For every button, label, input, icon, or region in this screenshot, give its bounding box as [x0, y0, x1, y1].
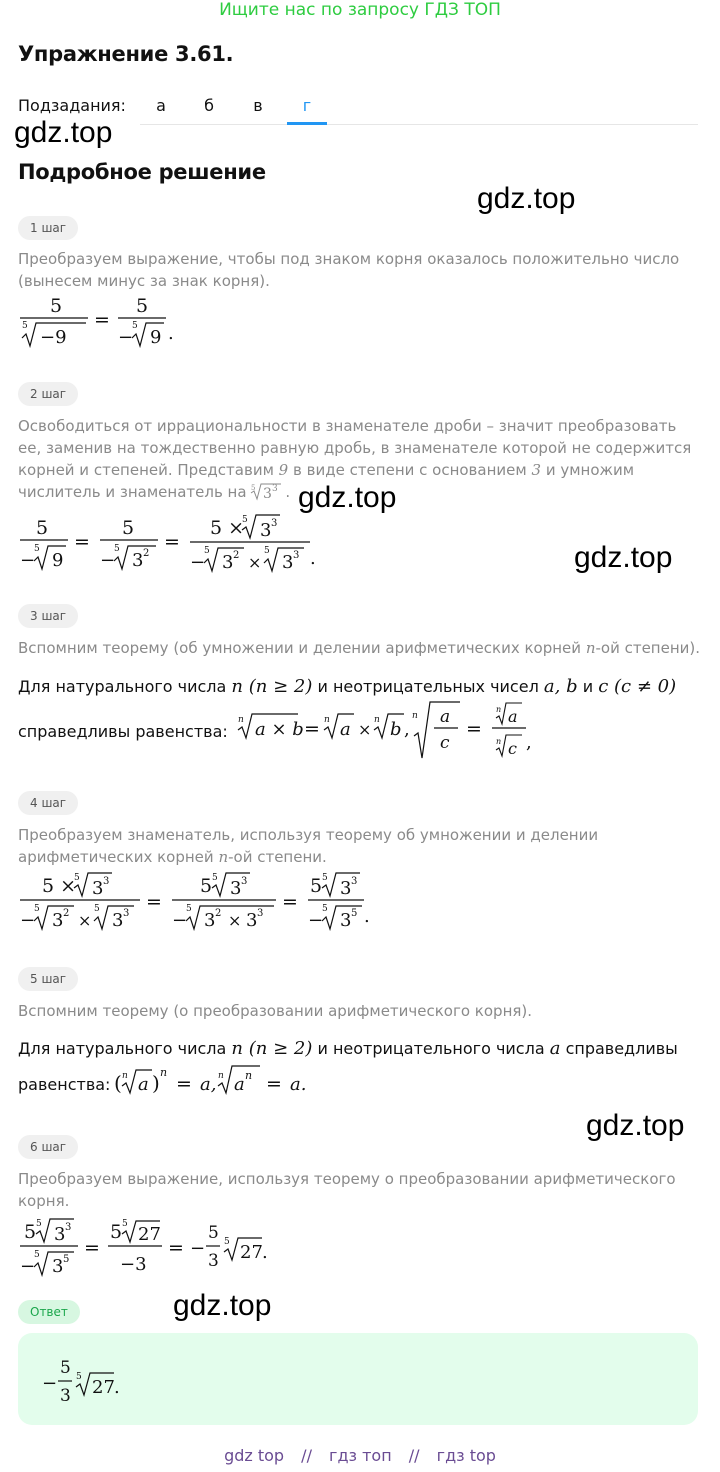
step-badge: 4 шаг — [18, 791, 78, 815]
svg-text:2: 2 — [233, 550, 240, 561]
svg-text:5 ×: 5 × — [42, 875, 77, 897]
tab-active-indicator — [287, 122, 327, 125]
svg-text:3: 3 — [54, 1224, 66, 1245]
watermark: gdz.top — [586, 1109, 685, 1142]
formula-step2 — [18, 512, 318, 578]
svg-text:): ) — [152, 1071, 160, 1095]
svg-text:3: 3 — [222, 552, 234, 573]
svg-text:5: 5 — [114, 544, 120, 554]
watermark: gdz.top — [14, 116, 113, 149]
svg-text:×: × — [228, 911, 242, 930]
svg-text:5: 5 — [204, 546, 210, 556]
svg-text:5: 5 — [50, 295, 63, 317]
svg-text:5: 5 — [60, 1358, 71, 1378]
svg-text:5: 5 — [76, 1372, 82, 1382]
step-badge: 2 шаг — [18, 382, 78, 406]
svg-text:=: = — [304, 718, 320, 740]
step-badge: 6 шаг — [18, 1135, 78, 1159]
svg-text:5: 5 — [186, 904, 192, 914]
svg-text:27: 27 — [240, 1242, 263, 1263]
svg-text:=: = — [282, 891, 298, 913]
svg-text:.: . — [262, 1242, 268, 1263]
svg-text:3: 3 — [282, 552, 294, 573]
svg-text:5: 5 — [34, 904, 40, 914]
svg-text:3: 3 — [257, 908, 264, 919]
svg-text:.: . — [364, 906, 370, 927]
svg-text:2: 2 — [215, 908, 222, 919]
svg-text:5: 5 — [22, 321, 28, 331]
svg-text:3: 3 — [340, 910, 352, 931]
svg-text:5 ×: 5 × — [210, 517, 245, 539]
svg-text:−: − — [118, 327, 134, 348]
svg-text:3: 3 — [103, 876, 110, 887]
formula-step1 — [18, 294, 178, 352]
svg-text:2: 2 — [63, 908, 70, 919]
svg-text:a × b: a × b — [255, 719, 304, 740]
svg-text:5: 5 — [242, 515, 248, 525]
svg-text:=: = — [266, 1073, 282, 1095]
svg-text:,: , — [404, 719, 410, 740]
svg-text:=: = — [164, 531, 180, 553]
tab-g[interactable]: г — [302, 96, 312, 115]
svg-text:(: ( — [114, 1071, 122, 1095]
svg-text:5: 5 — [94, 904, 100, 914]
svg-text:3: 3 — [340, 878, 352, 899]
svg-text:−: − — [190, 1238, 206, 1259]
step-text: Преобразуем выражение, чтобы под знаком корня оказалось положительно число (вынесем минус за знак корня). — [18, 250, 680, 290]
footer-link[interactable]: gdz top — [224, 1446, 285, 1465]
svg-text:−: − — [308, 910, 324, 931]
answer-badge: Ответ — [18, 1300, 80, 1324]
step-badge: 3 шаг — [18, 604, 78, 628]
theorem-text: справедливы равенства: — [18, 722, 228, 741]
svg-text:5: 5 — [74, 873, 80, 883]
svg-text:3: 3 — [241, 876, 248, 887]
svg-text:5: 5 — [122, 517, 135, 539]
footer-links — [0, 1446, 720, 1465]
svg-text:n: n — [374, 715, 380, 725]
svg-text:c: c — [508, 739, 517, 758]
formula-step3 — [238, 700, 538, 764]
svg-text:3: 3 — [60, 1386, 71, 1406]
formula-step6 — [18, 1216, 288, 1280]
svg-text:3: 3 — [263, 486, 273, 502]
svg-text:=: = — [74, 531, 90, 553]
page-title: Упражнение 3.61. — [18, 42, 234, 66]
theorem-text: равенства: — [18, 1075, 111, 1094]
svg-text:a,: a, — [200, 1074, 217, 1095]
svg-text:=: = — [84, 1237, 100, 1259]
footer-separator: // — [301, 1446, 312, 1465]
svg-text:5: 5 — [34, 544, 40, 554]
formula-step5 — [114, 1062, 314, 1102]
svg-text:,: , — [526, 732, 532, 753]
svg-text:9: 9 — [52, 550, 64, 571]
svg-text:n: n — [238, 715, 244, 725]
svg-text:×: × — [248, 553, 262, 572]
svg-text:5: 5 — [36, 1219, 42, 1229]
svg-text:3: 3 — [52, 910, 64, 931]
svg-text:a: a — [340, 719, 351, 740]
step-badge: 5 шаг — [18, 967, 78, 991]
svg-text:5: 5 — [63, 1254, 70, 1265]
svg-text:5: 5 — [224, 1237, 230, 1247]
svg-text:.: . — [168, 323, 174, 344]
svg-text:=: = — [94, 309, 110, 331]
step-text: Преобразуем выражение, используя теорему о преобразовании арифметического корня. — [18, 1170, 676, 1210]
step-badge: 1 шаг — [18, 216, 78, 240]
svg-text:−: − — [190, 552, 206, 573]
tab-b[interactable]: б — [204, 96, 214, 115]
svg-text:−: − — [100, 550, 116, 571]
tabs-divider — [140, 124, 698, 125]
svg-text:3: 3 — [260, 520, 272, 541]
step-text: Освободиться от иррациональности в знаменателе дроби – значит преобразовать ее, заменив на тождественно равную дробь, в знаменателе которой не содержится корней и степеней. Представим 9 в виде степени с основанием 3 и умножим числитель и знаменатель на 5 3 3 . — [18, 417, 692, 502]
svg-text:a: a — [440, 707, 451, 727]
svg-text:3: 3 — [230, 878, 242, 899]
svg-text:n: n — [218, 1071, 224, 1081]
svg-text:3: 3 — [123, 908, 130, 919]
svg-text:27: 27 — [92, 1377, 115, 1398]
svg-text:.: . — [114, 1377, 120, 1398]
svg-text:−: − — [172, 910, 188, 931]
svg-text:.: . — [310, 548, 316, 569]
svg-text:5: 5 — [110, 1221, 123, 1243]
svg-text:3: 3 — [208, 1251, 219, 1271]
svg-text:5: 5 — [212, 873, 218, 883]
svg-text:5: 5 — [122, 1219, 128, 1229]
svg-text:3: 3 — [92, 878, 104, 899]
step-text: Вспомним теорему (о преобразовании арифметического корня). — [18, 1002, 533, 1020]
svg-text:−: − — [20, 910, 36, 931]
svg-text:a: a — [508, 707, 518, 726]
svg-text:n: n — [496, 737, 502, 746]
svg-text:9: 9 — [150, 327, 162, 348]
footer-link[interactable]: гдз top — [436, 1446, 496, 1465]
svg-text:3: 3 — [65, 1222, 72, 1233]
svg-text:n: n — [122, 1071, 128, 1081]
footer-link[interactable]: гдз топ — [329, 1446, 392, 1465]
theorem-text: Для натурального числа n (n ≥ 2) и неотрицательного числа a справедливы — [18, 1038, 678, 1059]
watermark: gdz.top — [173, 1289, 272, 1322]
svg-text:b: b — [390, 719, 402, 740]
svg-text:5: 5 — [322, 904, 328, 914]
step-text: Преобразуем знаменатель, используя теорему об умножении и делении арифметических корней n-ой степени. — [18, 826, 599, 866]
subtasks-label: Подзадания: — [18, 96, 126, 115]
answer-formula — [42, 1353, 162, 1409]
svg-text:n: n — [245, 1069, 253, 1082]
svg-text:a.: a. — [290, 1074, 307, 1095]
watermark: gdz.top — [477, 182, 576, 215]
svg-text:n: n — [496, 705, 502, 714]
svg-text:2: 2 — [143, 548, 150, 559]
svg-text:3: 3 — [52, 1256, 64, 1277]
inline-root — [251, 481, 285, 501]
section-title: Подробное решение — [18, 160, 266, 184]
step-text: Вспомним теорему (об умножении и делении арифметических корней n-ой степени). — [18, 639, 701, 657]
svg-text:3: 3 — [246, 910, 258, 931]
svg-text:n: n — [324, 715, 330, 725]
svg-text:n: n — [160, 1066, 168, 1079]
svg-text:5: 5 — [132, 321, 138, 331]
answer-box — [18, 1333, 698, 1425]
svg-text:×: × — [358, 720, 372, 739]
promo-banner[interactable]: Ищите нас по запросу ГДЗ ТОП — [219, 0, 501, 20]
theorem-text: Для натурального числа n (n ≥ 2) и неотрицательных чисел a, b и c (c ≠ 0) — [18, 676, 677, 697]
svg-text:=: = — [466, 718, 482, 740]
svg-text:5: 5 — [322, 873, 328, 883]
svg-text:=: = — [146, 891, 162, 913]
svg-text:−3: −3 — [120, 1254, 147, 1275]
svg-text:3: 3 — [293, 550, 300, 561]
svg-text:=: = — [176, 1073, 192, 1095]
svg-text:3: 3 — [271, 518, 278, 529]
svg-text:−: − — [20, 1256, 36, 1277]
svg-text:5: 5 — [24, 1221, 37, 1243]
svg-text:5: 5 — [136, 295, 149, 317]
svg-text:3: 3 — [351, 876, 358, 887]
svg-text:5: 5 — [351, 908, 358, 919]
svg-text:5: 5 — [264, 546, 270, 556]
svg-text:3: 3 — [132, 550, 144, 571]
svg-text:n: n — [412, 711, 418, 721]
watermark: gdz.top — [298, 481, 397, 514]
svg-text:−: − — [42, 1373, 58, 1394]
svg-text:5: 5 — [208, 1223, 219, 1243]
svg-text:3: 3 — [204, 910, 216, 931]
svg-text:5: 5 — [310, 875, 323, 897]
svg-text:3: 3 — [112, 910, 124, 931]
svg-text:5: 5 — [251, 484, 256, 492]
formula-step4 — [18, 870, 378, 936]
svg-text:5: 5 — [200, 875, 213, 897]
svg-text:=: = — [168, 1237, 184, 1259]
tab-a[interactable]: а — [156, 96, 166, 115]
footer-separator: // — [408, 1446, 420, 1465]
svg-text:5: 5 — [36, 517, 49, 539]
svg-text:×: × — [78, 911, 92, 930]
svg-text:a: a — [138, 1074, 149, 1095]
svg-text:5: 5 — [34, 1250, 40, 1260]
svg-text:3: 3 — [272, 484, 279, 494]
watermark: gdz.top — [574, 541, 673, 574]
svg-text:−9: −9 — [40, 327, 67, 348]
svg-text:a: a — [234, 1074, 245, 1095]
svg-text:c: c — [440, 733, 450, 753]
tab-v[interactable]: в — [253, 96, 263, 115]
svg-text:27: 27 — [138, 1224, 161, 1245]
svg-text:−: − — [20, 550, 36, 571]
